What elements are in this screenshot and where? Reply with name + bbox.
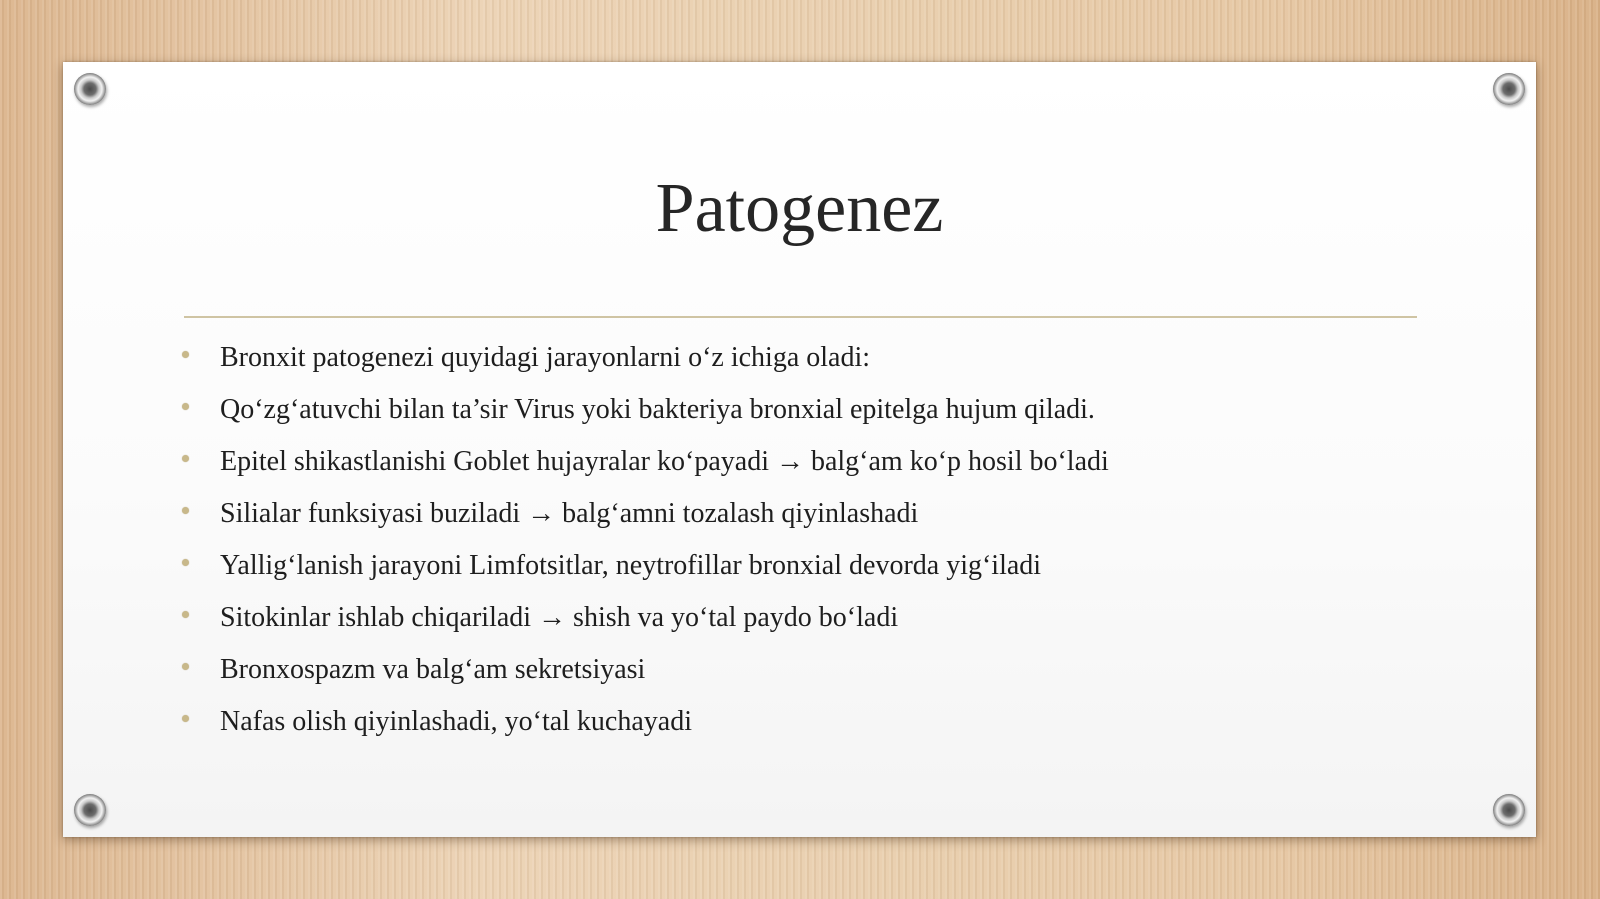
bullet-dot-icon [182, 559, 189, 566]
bullet-list [182, 332, 1432, 748]
bullet-text: Silialar funksiyasi buziladi → balg‘amni tozalash qiyinlashadi [220, 498, 919, 529]
bullet-text: Qo‘zg‘atuvchi bilan ta’sir Virus yoki bakteriya bronxial epitelga hujum qiladi. [220, 394, 1095, 425]
slide-card [63, 62, 1536, 837]
bullet-text: Bronxospazm va balg‘am sekretsiyasi [220, 654, 646, 685]
bullet-dot-icon [182, 455, 189, 462]
grommet-icon [1493, 794, 1525, 826]
bullet-item [182, 488, 1432, 540]
slide-title: Patogenez [655, 170, 944, 247]
bullet-text: Yallig‘lanish jarayoni Limfotsitlar, neytrofillar bronxial devorda yig‘iladi [220, 550, 1042, 581]
bullet-item [182, 540, 1432, 592]
bullet-dot-icon [182, 351, 189, 358]
bullet-item [182, 696, 1432, 748]
bullet-item [182, 436, 1432, 488]
bullet-text: Nafas olish qiyinlashadi, yo‘tal kuchayadi [220, 706, 692, 737]
grommet-icon [74, 73, 106, 105]
bullet-dot-icon [182, 611, 189, 618]
bullet-dot-icon [182, 507, 189, 514]
grommet-icon [1493, 73, 1525, 105]
bullet-dot-icon [182, 663, 189, 670]
bullet-dot-icon [182, 715, 189, 722]
bullet-item [182, 592, 1432, 644]
bullet-item [182, 332, 1432, 384]
title-divider [184, 316, 1417, 318]
bullet-text: Sitokinlar ishlab chiqariladi → shish va yo‘tal paydo bo‘ladi [220, 602, 899, 633]
bullet-item [182, 384, 1432, 436]
bullet-item [182, 644, 1432, 696]
bullet-text: Epitel shikastlanishi Goblet hujayralar ko‘payadi → balg‘am ko‘p hosil bo‘ladi [220, 446, 1109, 477]
bullet-dot-icon [182, 403, 189, 410]
bullet-text: Bronxit patogenezi quyidagi jarayonlarni o‘z ichiga oladi: [220, 342, 871, 373]
grommet-icon [74, 794, 106, 826]
